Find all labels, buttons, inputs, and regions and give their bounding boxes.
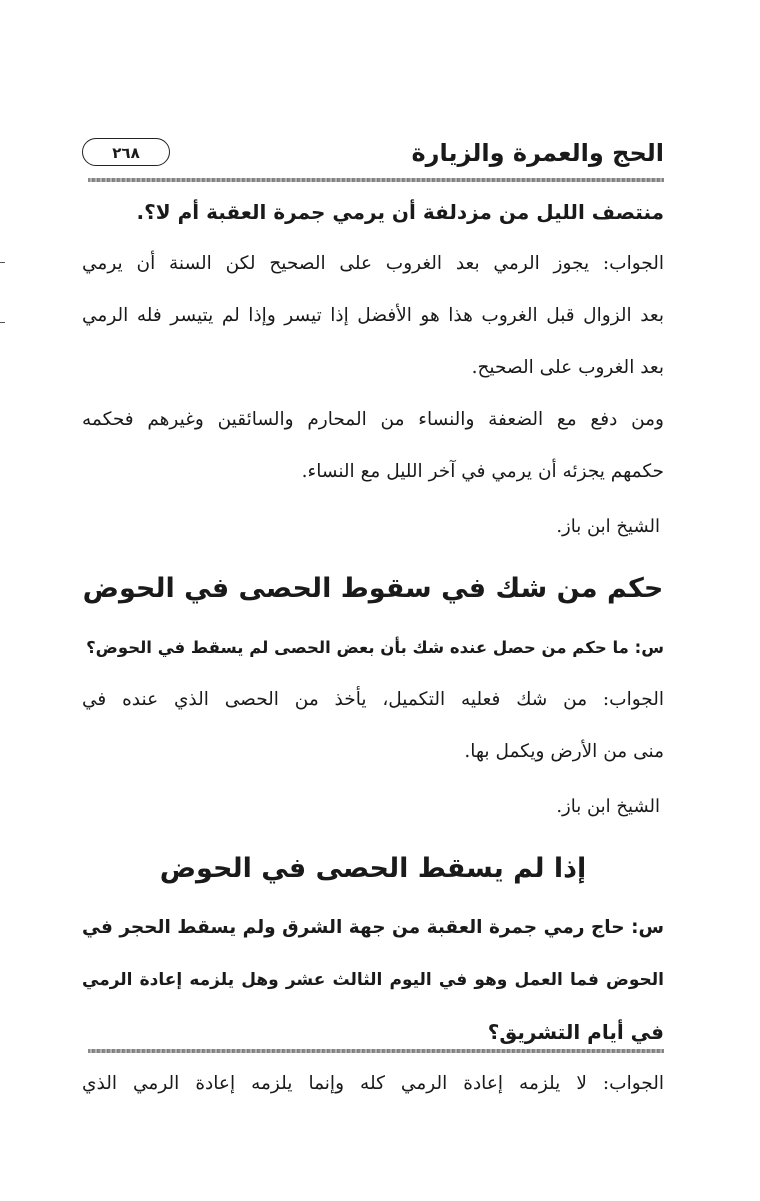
book-title: الحج والعمرة والزيارة bbox=[411, 139, 664, 167]
question: س: ما حكم من حصل عنده شك بأن بعض الحصى لم يسقط في الحوض؟ bbox=[86, 638, 664, 657]
page-body bbox=[82, 186, 664, 1110]
signature: الشيخ ابن باز. bbox=[556, 796, 660, 817]
question-line: الحوض فما العمل وهو في اليوم الثالث عشر وهل يلزمه إعادة الرمي bbox=[82, 970, 664, 990]
page-header bbox=[82, 136, 664, 176]
answer-line: بعد الغروب على الصحيح. bbox=[471, 357, 664, 378]
answer-line: الجواب: يجوز الرمي بعد الغروب على الصحيح لكن السنة أن يرمي bbox=[82, 253, 664, 274]
question-continuation: منتصف الليل من مزدلفة أن يرمي جمرة العقبة أم لا؟. bbox=[136, 200, 664, 224]
answer-line: الجواب: لا يلزمه إعادة الرمي كله وإنما يلزمه إعادة الرمي الذي bbox=[82, 1073, 664, 1094]
signature: الشيخ ابن باز. bbox=[556, 516, 660, 537]
answer-line: ومن دفع مع الضعفة والنساء من المحارم والسائقين وغيرهم فحكمه bbox=[82, 409, 664, 430]
scan-mark bbox=[0, 262, 5, 263]
answer-line: الجواب: من شك فعليه التكميل، يأخذ من الحصى الذي عنده في bbox=[82, 689, 664, 710]
header-divider bbox=[88, 178, 664, 182]
section-heading: إذا لم يسقط الحصى في الحوض bbox=[159, 853, 587, 884]
question-line: في أيام التشريق؟ bbox=[487, 1020, 664, 1044]
section-heading: حكم من شك في سقوط الحصى في الحوض bbox=[82, 573, 664, 604]
answer-line: بعد الزوال قبل الغروب هذا هو الأفضل إذا تيسر وإذا لم يتيسر فله الرمي bbox=[82, 305, 664, 326]
answer-line: منى من الأرض ويكمل بها. bbox=[464, 741, 664, 762]
page-number: ٢٦٨ bbox=[82, 138, 170, 166]
answer-line: حكمهم يجزئه أن يرمي في آخر الليل مع النساء. bbox=[301, 461, 664, 482]
scan-mark bbox=[0, 322, 5, 323]
question-line: س: حاج رمي جمرة العقبة من جهة الشرق ولم يسقط الحجر في bbox=[82, 917, 664, 938]
footer-divider bbox=[88, 1049, 664, 1053]
